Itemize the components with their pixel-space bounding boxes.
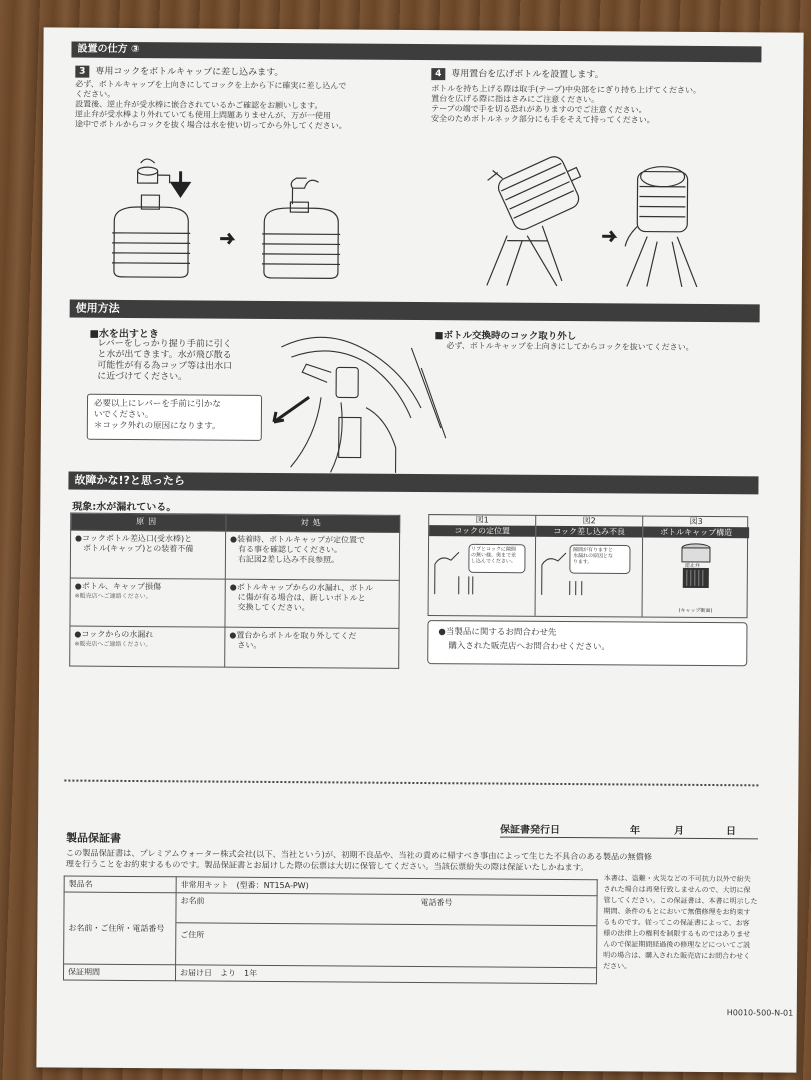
phone-label: 電話番号 [420, 898, 453, 908]
action-2: ●ボトルキャップからの水漏れ、ボトル に傷が有る場合は、新しいボトルと 交換してください。 [229, 582, 374, 613]
trouble-table [69, 513, 400, 669]
issue-year: 年 [630, 825, 641, 837]
contact-body: 購入された販売店へお問合わせください。 [448, 641, 610, 653]
issue-date-line [500, 821, 758, 840]
issue-month: 月 [674, 825, 685, 837]
table-row [70, 530, 399, 580]
name-label: お名前 [180, 896, 205, 906]
issue-day: 日 [726, 826, 737, 838]
figure-2 [536, 516, 644, 617]
step4-body: ボトルを持ち上げる際は取手(テープ)中央部をにぎり持ち上げてください。 置台を広げる際に指はさみにご注意ください。 テープの端で手を切る恐れがありますのでご注意ください。 安全のためボトルネック部分にも手をそえて持ってください。 [430, 84, 702, 125]
step3-block [75, 66, 415, 132]
contact-box [427, 620, 747, 666]
figure-1 [429, 515, 537, 616]
step4-title: 専用置台を広げボトルを設置します。 [451, 69, 604, 81]
table-row [70, 578, 399, 628]
period-value: お届け日 より 1年 [175, 965, 596, 984]
caution-box [87, 394, 262, 441]
action-1: ●装着時、ボトルキャップが定位置で 有る事を確認してください。 右記図2差し込み不良参照。 [229, 534, 366, 565]
figure-3-label: ボトルキャップ構造 [643, 527, 749, 539]
cause-2: ●ボトル、キャップ損傷 [74, 581, 162, 592]
figure-1-note: リブとコックに隙間 の無い様、奥まで差 し込んでください。 [470, 546, 516, 565]
figure-1-drawing [429, 536, 535, 597]
product-label: 製品名 [64, 876, 176, 893]
figure-3-note: 逆止弁 [684, 562, 700, 569]
cut-line [64, 780, 758, 787]
step4-number: 4 [431, 68, 445, 80]
cause-1: ●コックボトル差込口(受水棒)と ボトル(キャップ)との装着不備 [74, 533, 194, 554]
figure-2-drawing [536, 537, 642, 598]
figure-3-caption: (キャップ断面) [678, 607, 713, 615]
water-body: レバーをしっかり握り手前に引く と水が出てきます。水が飛び散る 可能性が有る為コップ等は出水口 に近づけてください。 [97, 338, 233, 383]
caution-text: 必要以上にレバーを手前に引かな いでください。 ＊コック外れの原因になります。 [93, 398, 221, 432]
product-value: 非常用キット (型番：NT15A-PW) [176, 877, 597, 896]
name-block-label: お名前・ご住所・電話番号 [64, 892, 176, 965]
warranty-table [63, 876, 598, 985]
figure-2-label: コック差し込み不良 [536, 526, 642, 538]
warranty-side-note: 本書は、盗難・火災などの不可抗力以外で紛失 された場合は再発行致しませんので、大切に保 管してください。この保証書は、本書に明示した 期間、条件のもとにおいて無償修理をお約束す るものです。従ってこの保証書によって、お客 様の法律上の権利を制限するものではありませ んので保証期間経過後の修理などについてご説 明の場合は、購入された販売店にお問合わせく ださい。 [603, 874, 758, 971]
usage-section-header [70, 300, 760, 323]
figure-3-id: 図3 [689, 516, 703, 526]
address-label: ご住所 [180, 930, 205, 940]
usage-section-title: 使用方法 [75, 301, 120, 315]
contact-heading: ●当製品に関するお問合わせ先 [438, 627, 557, 638]
step3-number: 3 [75, 66, 89, 78]
step4-illustration [467, 140, 768, 292]
trouble-section-header [68, 472, 758, 495]
figure-1-label: コックの定位置 [429, 525, 535, 537]
step4-block [431, 68, 761, 126]
cause-3: ●コックからの水漏れ [74, 629, 154, 640]
col-cause: 原因 [71, 513, 226, 531]
exchange-body: 必ず、ボトルキャップを上向きにしてからコックを抜いてください。 [446, 341, 694, 352]
table-row [70, 626, 399, 668]
doc-code: H0010-500-N-01 [726, 1008, 794, 1018]
water-heading: ■水を出すとき [89, 328, 159, 341]
setup-section-title: 設置の仕方 ③ [77, 43, 140, 56]
col-action: 対処 [226, 514, 400, 532]
trouble-section-title: 故障かな!?と思ったら [74, 473, 185, 488]
cause-2-note: ※販売店へご連絡ください。 [74, 592, 152, 601]
cause-3-note: ※販売店へご連絡ください。 [74, 640, 152, 649]
step3-body: 必ず、ボトルキャップを上向きにしてコックを上から下に確実に差し込んで ください。 設置後、逆止弁が受水棒に嵌合されているかご確認をお願いします。 逆止弁が受水棒より外れていても使用上問題ありませんが、万が一使用 途中でボトルからコックを抜く場合は水を使い切ってから外してください。 [74, 79, 347, 131]
figure-2-id: 図2 [582, 516, 596, 526]
period-label: 保証期間 [63, 964, 175, 981]
symptom-text: 現象:水が漏れている。 [72, 501, 177, 514]
step3-illustration [102, 133, 413, 280]
figure-2-note: 隙間が有りますと 水漏れの原因とな ります。 [572, 547, 614, 566]
figure-1-id: 図1 [475, 515, 489, 525]
figure-3 [643, 517, 750, 618]
instruction-sheet [36, 27, 803, 1072]
exchange-heading: ■ボトル交換時のコック取り外し [434, 330, 577, 343]
dispensing-illustration [261, 327, 452, 478]
warranty-intro: この製品保証書は、プレミアムウォーター株式会社(以下、当社という)が、初期不良品や、当社の責めに帰すべき事由によって生じた不具合のある製品の無償修 理を行うことをお約束するものです。製品保証書とお届けした際の伝票は大切に保管してください。当該伝票紛失の際は保証いたしかねます。 [65, 847, 653, 873]
issue-label: 保証書発行日 [500, 824, 561, 836]
action-3: ●置台からボトルを取り外してくだ さい。 [229, 630, 357, 650]
setup-section-header [71, 42, 761, 63]
warranty-title: 製品保証書 [65, 831, 122, 845]
figures-panel [428, 514, 749, 618]
step3-title: 専用コックをボトルキャップに差し込みます。 [95, 66, 284, 79]
